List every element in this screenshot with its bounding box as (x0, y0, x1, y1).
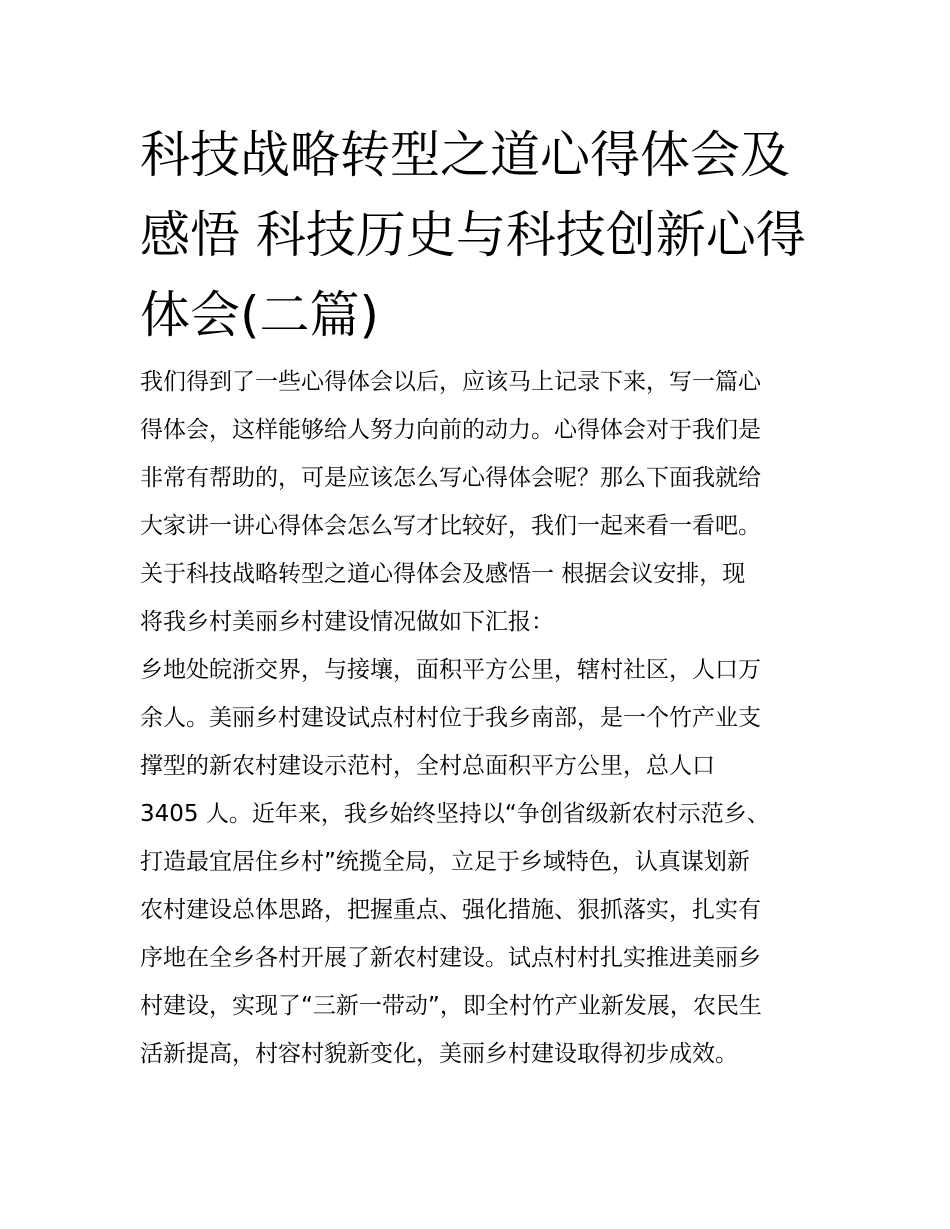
body-line: 我们得到了一些心得体会以后，应该马上记录下来，写一篇心 (140, 369, 761, 395)
body-line: 3405 人。近年来，我乡始终坚持以“争创省级新农村示范乡、 (140, 801, 770, 827)
body-line: 打造最宜居住乡村”统揽全局，立足于乡域特色，认真谋划新 (140, 849, 750, 875)
body-line: 村建设，实现了“三新一带动”，即全村竹产业新发展，农民生 (140, 993, 762, 1019)
body-line: 余人。美丽乡村建设试点村村位于我乡南部，是一个竹产业支 (140, 705, 761, 731)
body-line: 撑型的新农村建设示范村，全村总面积平方公里，总人口 (140, 753, 715, 779)
body-line: 关于科技战略转型之道心得体会及感悟一 根据会议安排，现 (140, 561, 746, 587)
body-line: 得体会，这样能够给人努力向前的动力。心得体会对于我们是 (140, 417, 761, 443)
body-line: 活新提高，村容村貌新变化，美丽乡村建设取得初步成效。 (140, 1041, 738, 1067)
title-line: 科技战略转型之道心得体会及 (140, 126, 790, 184)
title-line: 感悟 科技历史与科技创新心得 (140, 206, 806, 264)
body-line: 非常有帮助的，可是应该怎么写心得体会呢？那么下面我就给 (140, 465, 761, 491)
title-line: 体会(二篇) (140, 286, 380, 344)
body-line: 农村建设总体思路，把握重点、强化措施、狠抓落实，扎实有 (140, 897, 761, 923)
document-body (140, 358, 830, 1078)
body-line: 大家讲一讲心得体会怎么写才比较好，我们一起来看一看吧。 (140, 513, 761, 539)
body-line: 序地在全乡各村开展了新农村建设。试点村村扎实推进美丽乡 (140, 945, 761, 971)
body-line: 乡地处皖浙交界，与接壤，面积平方公里，辖村社区，人口万 (140, 657, 761, 683)
document-title (140, 115, 820, 355)
body-line: 将我乡村美丽乡村建设情况做如下汇报： (140, 609, 554, 635)
